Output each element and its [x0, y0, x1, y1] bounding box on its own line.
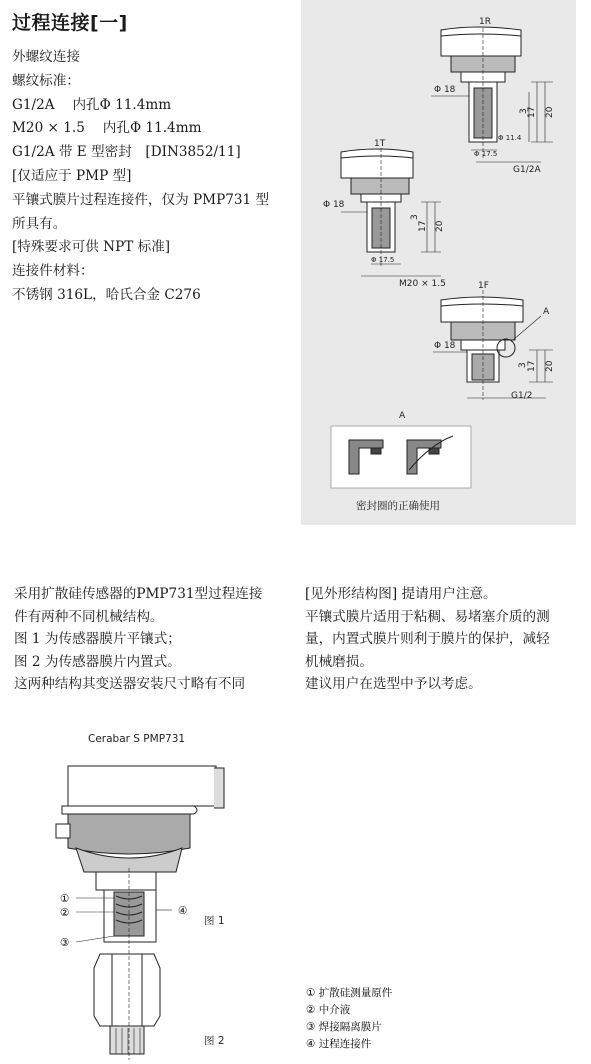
legend-item: ① 扩散硅测量原件 [306, 987, 393, 999]
para-line: 采用扩散硅传感器的PMP731型过程连接 [14, 586, 263, 602]
fig-1t-thread: M20 × 1.5 [399, 279, 446, 289]
para-line: [见外形结构图] 提请用户注意。 [305, 586, 497, 602]
fig-1r-dim: 3 [519, 108, 529, 114]
fig-1r-dim: 20 [545, 106, 555, 118]
para-line: 图 2 为传感器膜片内置式。 [14, 653, 181, 670]
para-line: 件有两种不同机械结构。 [14, 608, 164, 625]
fig-1f-label: 1F [478, 281, 489, 291]
connection-drawings [301, 0, 576, 525]
fig-1r-width: Φ 17.5 [474, 150, 498, 158]
detail-a-label: A [399, 411, 406, 421]
para-line: 机械磨损。 [305, 653, 373, 670]
fig-1t-dim: 17 [418, 220, 428, 232]
para-line: 图 1 为传感器膜片平镶式； [14, 631, 181, 648]
fig1-caption: 图 1 [204, 915, 225, 927]
fig-1f-dim: 3 [518, 362, 528, 368]
fig-1t-dim: 3 [410, 214, 420, 220]
fig-1f-dim: 20 [545, 360, 555, 372]
detail-a-caption: 密封圈的正确使用 [356, 500, 440, 512]
para-line: 这两种结构其变送器安装尺寸略有不同 [14, 676, 246, 693]
marker-1: ① [60, 893, 70, 905]
transmitter-fig2-body [94, 950, 160, 1060]
page-title: 过程连接[一] [12, 12, 128, 34]
marker-3: ③ [60, 937, 70, 949]
transmitter-body [56, 766, 224, 948]
connection-drawing-panel [301, 0, 576, 525]
spec-line: [特殊要求可供 NPT 标准] [12, 239, 171, 256]
spec-line: 螺纹标准： [12, 72, 80, 89]
spec-line: 平镶式膜片过程连接件，仅为 PMP731 型 [12, 191, 270, 208]
product-caption: Cerabar S PMP731 [88, 733, 186, 745]
fig2-caption: 图 2 [204, 1035, 225, 1047]
spec-line: G1/2A 内孔Φ 11.4mm [12, 96, 172, 113]
fig-1f-detail-marker: A [543, 307, 550, 317]
fig-1t-phi: Φ 18 [323, 200, 345, 210]
marker-2: ② [60, 907, 70, 919]
para-line: 量，内置式膜片则利于膜片的保护，减轻 [305, 631, 550, 648]
fig-1t-label: 1T [374, 139, 386, 149]
fig-1f-thread: G1/2 [511, 391, 533, 401]
transmitter-figure [0, 728, 591, 1060]
legend-list [306, 986, 393, 1050]
paragraph-right [305, 583, 587, 696]
legend-item: ③ 焊接隔离膜片 [306, 1021, 382, 1033]
fig-1t-width: Φ 17.5 [371, 256, 395, 264]
fig-1r-dim: 17 [527, 106, 537, 118]
legend-item: ④ 过程连接件 [306, 1038, 372, 1050]
spec-line: 不锈钢 316L，哈氏合金 C276 [12, 286, 201, 303]
fig-1r-phi: Φ 18 [434, 85, 456, 95]
fig-1f-dim: 17 [527, 360, 537, 372]
spec-line: 所具有。 [12, 215, 67, 232]
spec-line: M20 × 1.5 内孔Φ 11.4mm [12, 120, 202, 137]
paragraph-left [14, 583, 292, 696]
fig-1f-phi: Φ 18 [434, 341, 456, 351]
para-line: 平镶式膜片适用于粘稠、易堵塞介质的测 [305, 608, 550, 625]
spec-line: G1/2A 带 E 型密封 [DIN3852/11] [12, 144, 241, 161]
legend-item: ② 中介液 [306, 1004, 351, 1016]
fig-1r-label: 1R [479, 17, 491, 27]
transmitter-drawing [0, 728, 591, 1060]
spec-line: 连接件材料： [12, 263, 94, 280]
marker-4: ④ [178, 905, 188, 917]
para-line: 建议用户在选型中予以考虑。 [305, 676, 482, 693]
spec-line: 外螺纹连接 [12, 49, 80, 65]
spec-list [12, 46, 269, 308]
fig-1r-thread: G1/2A [513, 165, 541, 175]
fig-1r-bore: Φ 11.4 [498, 134, 522, 142]
fig-1t-dim: 20 [435, 220, 445, 232]
spec-line: [仅适应于 PMP 型] [12, 167, 132, 184]
